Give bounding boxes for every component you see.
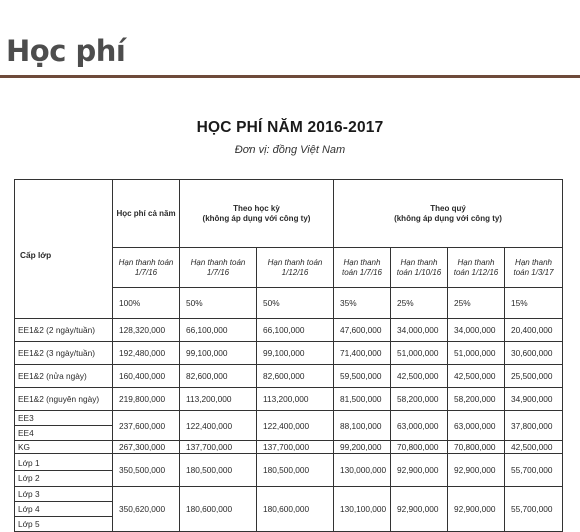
grade-cell: EE1&2 (3 ngày/tuần)	[15, 342, 113, 365]
due-date-header: Hạn thanh toán 1/3/17	[505, 248, 563, 288]
due-date-header: Hạn thanh toán 1/12/16	[448, 248, 505, 288]
grade-header: Cấp lớp	[15, 180, 113, 319]
fee-amount: 66,100,000	[180, 319, 257, 342]
fee-amount: 58,200,000	[448, 388, 505, 411]
fee-amount: 82,600,000	[180, 365, 257, 388]
table-row	[15, 411, 563, 441]
fee-amount: 237,600,000	[113, 411, 180, 441]
fee-amount: 92,900,000	[448, 454, 505, 487]
grade-label: Lớp 2	[15, 470, 112, 485]
fee-amount: 70,800,000	[448, 441, 505, 454]
payment-percent: 35%	[334, 288, 391, 319]
tuition-table	[14, 179, 563, 532]
payment-percent: 50%	[257, 288, 334, 319]
fee-amount: 59,500,000	[334, 365, 391, 388]
grade-label: Lớp 5	[15, 516, 112, 531]
grade-cell	[15, 411, 113, 441]
table-row	[15, 487, 563, 532]
fee-amount: 34,000,000	[448, 319, 505, 342]
document-subtitle: Đơn vị: đồng Việt Nam	[234, 144, 346, 156]
table-row	[15, 365, 563, 388]
due-date-header: Hạn thanh toán 1/7/16	[334, 248, 391, 288]
fee-amount: 34,000,000	[391, 319, 448, 342]
fee-amount: 92,900,000	[391, 487, 448, 532]
fee-amount: 180,600,000	[257, 487, 334, 532]
fee-amount: 130,000,000	[334, 454, 391, 487]
grade-label: EE4	[15, 425, 112, 440]
fee-amount: 55,700,000	[505, 454, 563, 487]
fee-amount: 42,500,000	[448, 365, 505, 388]
table-row	[15, 388, 563, 411]
grade-cell	[15, 487, 113, 532]
table-row	[15, 319, 563, 342]
grade-cell: EE1&2 (nửa ngày)	[15, 365, 113, 388]
semester-header-label: Theo học kỳ	[233, 203, 280, 213]
due-date-header: Hạn thanh toán 1/10/16	[391, 248, 448, 288]
payment-percent: 100%	[113, 288, 180, 319]
fee-amount: 34,900,000	[505, 388, 563, 411]
fee-amount: 192,480,000	[113, 342, 180, 365]
semester-header-note: (không áp dụng với công ty)	[202, 213, 311, 223]
fee-amount: 70,800,000	[391, 441, 448, 454]
fee-amount: 350,620,000	[113, 487, 180, 532]
fee-amount: 122,400,000	[180, 411, 257, 441]
fee-amount: 99,200,000	[334, 441, 391, 454]
fee-amount: 30,600,000	[505, 342, 563, 365]
fee-amount: 137,700,000	[257, 441, 334, 454]
fee-amount: 42,500,000	[391, 365, 448, 388]
fee-amount: 130,100,000	[334, 487, 391, 532]
fee-amount: 350,500,000	[113, 454, 180, 487]
fee-amount: 66,100,000	[257, 319, 334, 342]
fee-amount: 63,000,000	[448, 411, 505, 441]
full-year-header: Học phí cả năm	[113, 180, 180, 248]
grade-label: EE3	[18, 413, 34, 423]
fee-amount: 92,900,000	[448, 487, 505, 532]
semester-header	[180, 180, 334, 248]
fee-amount: 55,700,000	[505, 487, 563, 532]
due-date-header: Hạn thanh toán 1/12/16	[257, 248, 334, 288]
fee-amount: 42,500,000	[505, 441, 563, 454]
fee-amount: 92,900,000	[391, 454, 448, 487]
grade-cell	[15, 454, 113, 487]
fee-amount: 25,500,000	[505, 365, 563, 388]
document-title: HỌC PHÍ NĂM 2016-2017	[196, 119, 384, 136]
fee-amount: 160,400,000	[113, 365, 180, 388]
fee-amount: 128,320,000	[113, 319, 180, 342]
payment-percent: 50%	[180, 288, 257, 319]
grade-label: Lớp 1	[18, 457, 40, 468]
fee-amount: 113,200,000	[180, 388, 257, 411]
fee-amount: 51,000,000	[448, 342, 505, 365]
page-heading: Học phí	[6, 34, 126, 68]
due-date-header: Hạn thanh toán 1/7/16	[180, 248, 257, 288]
grade-label: Lớp 4	[15, 501, 112, 516]
fee-amount: 63,000,000	[391, 411, 448, 441]
fee-amount: 267,300,000	[113, 441, 180, 454]
fee-amount: 71,400,000	[334, 342, 391, 365]
fee-amount: 37,800,000	[505, 411, 563, 441]
fee-amount: 47,600,000	[334, 319, 391, 342]
fee-amount: 58,200,000	[391, 388, 448, 411]
fee-amount: 99,100,000	[257, 342, 334, 365]
fee-amount: 219,800,000	[113, 388, 180, 411]
heading-divider	[0, 75, 580, 78]
payment-percent: 25%	[391, 288, 448, 319]
grade-cell: KG	[15, 441, 113, 454]
fee-amount: 82,600,000	[257, 365, 334, 388]
quarter-header	[334, 180, 563, 248]
table-row	[15, 342, 563, 365]
quarter-header-note: (không áp dụng với công ty)	[394, 213, 502, 223]
payment-percent: 25%	[448, 288, 505, 319]
fee-amount: 122,400,000	[257, 411, 334, 441]
table-row	[15, 441, 563, 454]
fee-amount: 180,600,000	[180, 487, 257, 532]
grade-cell: EE1&2 (2 ngày/tuần)	[15, 319, 113, 342]
fee-amount: 99,100,000	[180, 342, 257, 365]
fee-amount: 81,500,000	[334, 388, 391, 411]
fee-amount: 180,500,000	[257, 454, 334, 487]
payment-percent: 15%	[505, 288, 563, 319]
table-row	[15, 454, 563, 487]
quarter-header-label: Theo quý	[430, 203, 466, 213]
fee-amount: 51,000,000	[391, 342, 448, 365]
fee-amount: 180,500,000	[180, 454, 257, 487]
grade-cell: EE1&2 (nguyên ngày)	[15, 388, 113, 411]
grade-label: Lớp 3	[18, 489, 40, 499]
fee-amount: 113,200,000	[257, 388, 334, 411]
fee-amount: 20,400,000	[505, 319, 563, 342]
fee-amount: 88,100,000	[334, 411, 391, 441]
due-date-header: Hạn thanh toán 1/7/16	[113, 248, 180, 288]
fee-amount: 137,700,000	[180, 441, 257, 454]
